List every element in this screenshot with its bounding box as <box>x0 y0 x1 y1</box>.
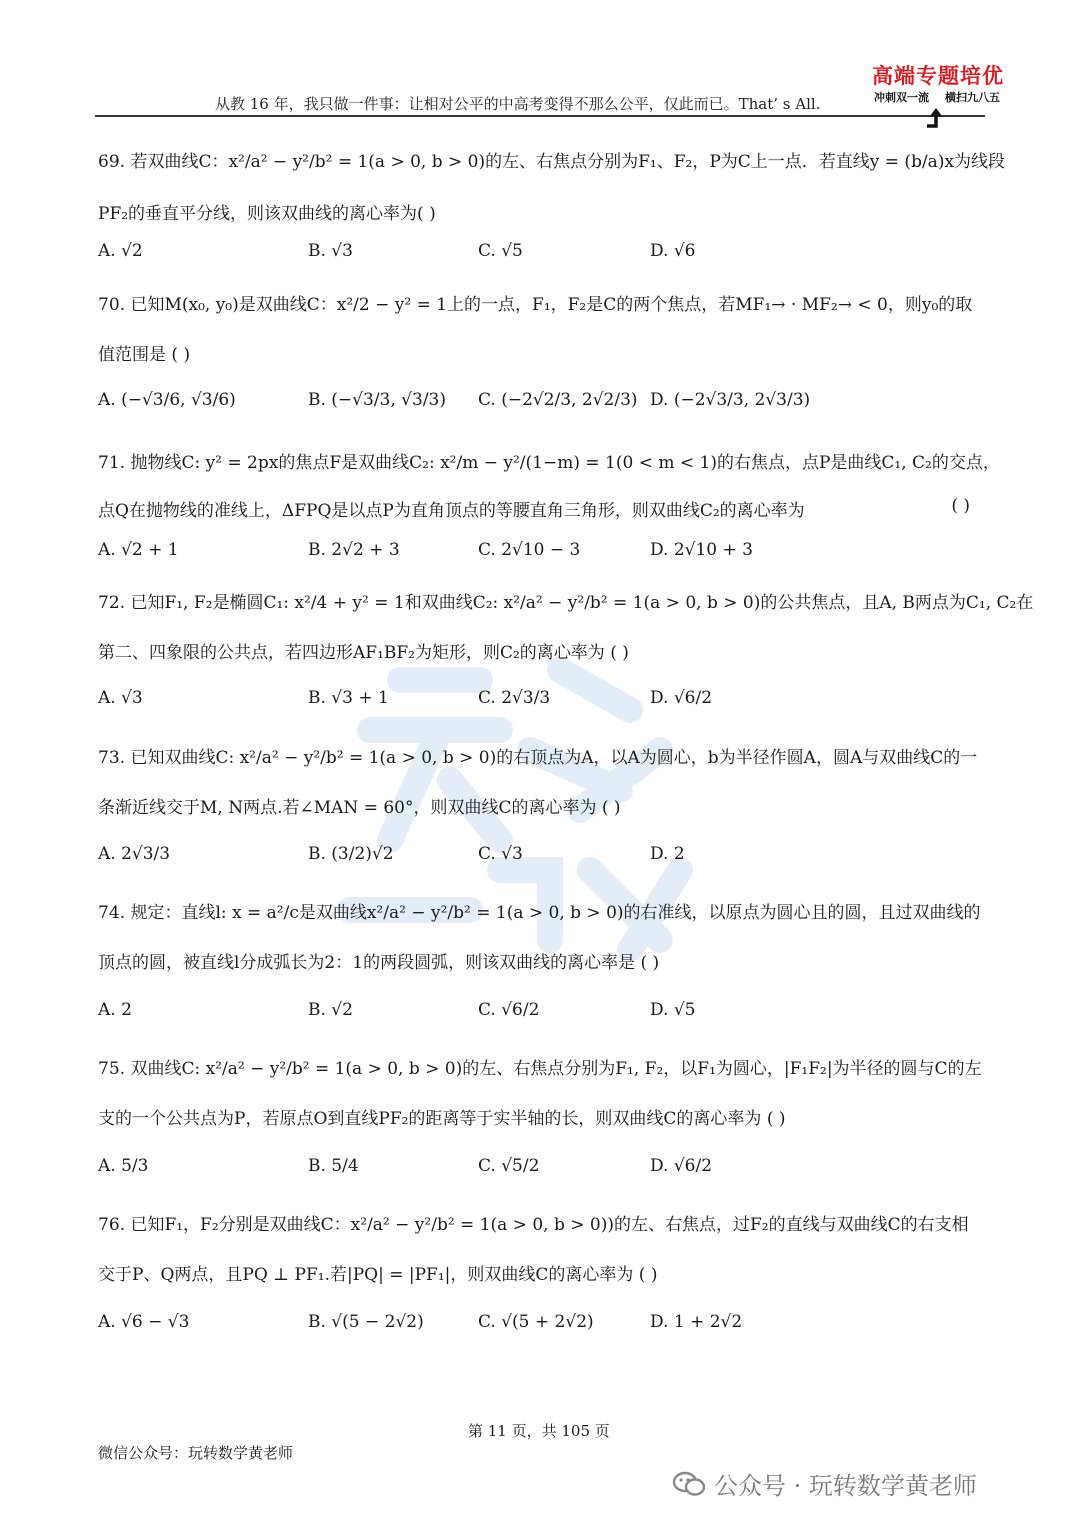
question-text-line: 75. 双曲线C: x²/a² − y²/b² = 1(a > 0, b > 0)的左、右焦点分别为F₁, F₂，以F₁为圆心，|F₁F₂|为半径的圆与C的左 <box>98 1059 982 1079</box>
brand-subtitle-1: 冲刺双一流 <box>874 91 929 104</box>
header-divider <box>95 115 985 117</box>
header-motto: 从教 16 年，我只做一件事：让相对公平的中高考变得不那么公平，仅此而已。That’ s All. <box>215 95 821 113</box>
option-b: B. √3 + 1 <box>308 688 389 708</box>
question-text-line: 73. 已知双曲线C: x²/a² − y²/b² = 1(a > 0, b > 0)的右顶点为A，以A为圆心，b为半径作圆A，圆A与双曲线C的一 <box>98 748 978 768</box>
option-c: C. √(5 + 2√2) <box>478 1312 594 1332</box>
option-d: D. 1 + 2√2 <box>650 1312 743 1332</box>
option-a: A. 2√3/3 <box>98 844 171 864</box>
option-b: B. 5/4 <box>308 1156 359 1176</box>
option-c: C. 2√3/3 <box>478 688 551 708</box>
option-a: A. (−√3/6, √3/6) <box>98 390 236 410</box>
option-a: A. √2 + 1 <box>98 540 179 560</box>
question-text-line: 交于P、Q两点，且PQ ⊥ PF₁.若|PQ| = |PF₁|，则双曲线C的离心率为 ( ) <box>98 1265 658 1285</box>
question-text-line: 74. 规定：直线l: x = a²/c是双曲线x²/a² − y²/b² = 1(a > 0, b > 0)的右准线，以原点为圆心且的圆，且过双曲线的 <box>98 903 981 923</box>
wechat-badge <box>672 1466 977 1501</box>
option-c: C. (−2√2/3, 2√2/3) <box>478 390 638 410</box>
option-c: C. √6/2 <box>478 1000 540 1020</box>
question-text-line: 第二、四象限的公共点，若四边形AF₁BF₂为矩形，则C₂的离心率为 ( ) <box>98 643 629 663</box>
question-text-line: 69. 若双曲线C：x²/a² − y²/b² = 1(a > 0, b > 0)的左、右焦点分别为F₁、F₂，P为C上一点．若直线y = (b/a)x为线段 <box>98 152 1006 172</box>
option-c: C. 2√10 − 3 <box>478 540 581 560</box>
option-b: B. 2√2 + 3 <box>308 540 400 560</box>
option-b: B. √2 <box>308 1000 353 1020</box>
brand-title: 高端专题培优 <box>872 64 1004 88</box>
brand-subtitle-2: 横扫九八五 <box>945 91 1000 104</box>
option-a: A. 5/3 <box>98 1156 149 1176</box>
option-a: A. √3 <box>98 688 143 708</box>
question-text-line: 顶点的圆，被直线l分成弧长为2：1的两段圆弧，则该双曲线的离心率是 ( ) <box>98 953 660 973</box>
option-b: B. √3 <box>308 241 353 261</box>
option-a: A. √6 − √3 <box>98 1312 190 1332</box>
question-text-line: 值范围是 ( ) <box>98 345 191 365</box>
option-d: D. 2 <box>650 844 685 864</box>
question-text-line: 70. 已知M(x₀, y₀)是双曲线C：x²/2 − y² = 1上的一点，F₁，F₂是C的两个焦点，若MF₁→ · MF₂→ < 0，则y₀的取 <box>98 295 973 315</box>
question-text-line: 71. 抛物线C: y² = 2px的焦点F是双曲线C₂: x²/m − y²/(1−m) = 1(0 < m < 1)的右焦点，点P是曲线C₁, C₂的交点， <box>98 453 1000 473</box>
turn-arrow-icon <box>924 106 950 130</box>
option-d: D. (−2√3/3, 2√3/3) <box>650 390 811 410</box>
option-a: A. 2 <box>98 1000 132 1020</box>
option-c: C. √5 <box>478 241 523 261</box>
question-text-line: 72. 已知F₁, F₂是椭圆C₁: x²/4 + y² = 1和双曲线C₂: x²/a² − y²/b² = 1(a > 0, b > 0)的公共焦点，且A, B两点为C₁, C₂在 <box>98 593 1034 613</box>
page-number: 第 11 页，共 105 页 <box>468 1422 610 1440</box>
wechat-icon <box>672 1470 706 1498</box>
option-d: D. √5 <box>650 1000 696 1020</box>
option-b: B. √(5 − 2√2) <box>308 1312 424 1332</box>
option-c: C. √3 <box>478 844 523 864</box>
question-text-line: 条渐近线交于M, N两点.若∠MAN = 60°，则双曲线C的离心率为 ( ) <box>98 798 621 818</box>
answer-blank: ( ) <box>951 496 970 516</box>
option-d: D. √6/2 <box>650 688 713 708</box>
option-d: D. 2√10 + 3 <box>650 540 753 560</box>
option-d: D. √6 <box>650 241 696 261</box>
question-text-line: 点Q在抛物线的准线上，ΔFPQ是以点P为直角顶点的等腰直角三角形，则双曲线C₂的离心率为 <box>98 501 805 521</box>
option-b: B. (−√3/3, √3/3) <box>308 390 447 410</box>
wechat-label: 公众号 · 玩转数学黄老师 <box>714 1472 977 1500</box>
question-text-line: 支的一个公共点为P，若原点O到直线PF₂的距离等于实半轴的长，则双曲线C的离心率为 ( ) <box>98 1109 786 1129</box>
question-text-line: PF₂的垂直平分线，则该双曲线的离心率为( ) <box>98 204 436 224</box>
option-a: A. √2 <box>98 241 143 261</box>
option-b: B. (3/2)√2 <box>308 844 394 864</box>
option-c: C. √5/2 <box>478 1156 540 1176</box>
option-d: D. √6/2 <box>650 1156 713 1176</box>
question-text-line: 76. 已知F₁，F₂分别是双曲线C：x²/a² − y²/b² = 1(a > 0, b > 0))的左、右焦点，过F₂的直线与双曲线C的右支相 <box>98 1215 969 1235</box>
wechat-account: 微信公众号：玩转数学黄老师 <box>98 1444 294 1462</box>
